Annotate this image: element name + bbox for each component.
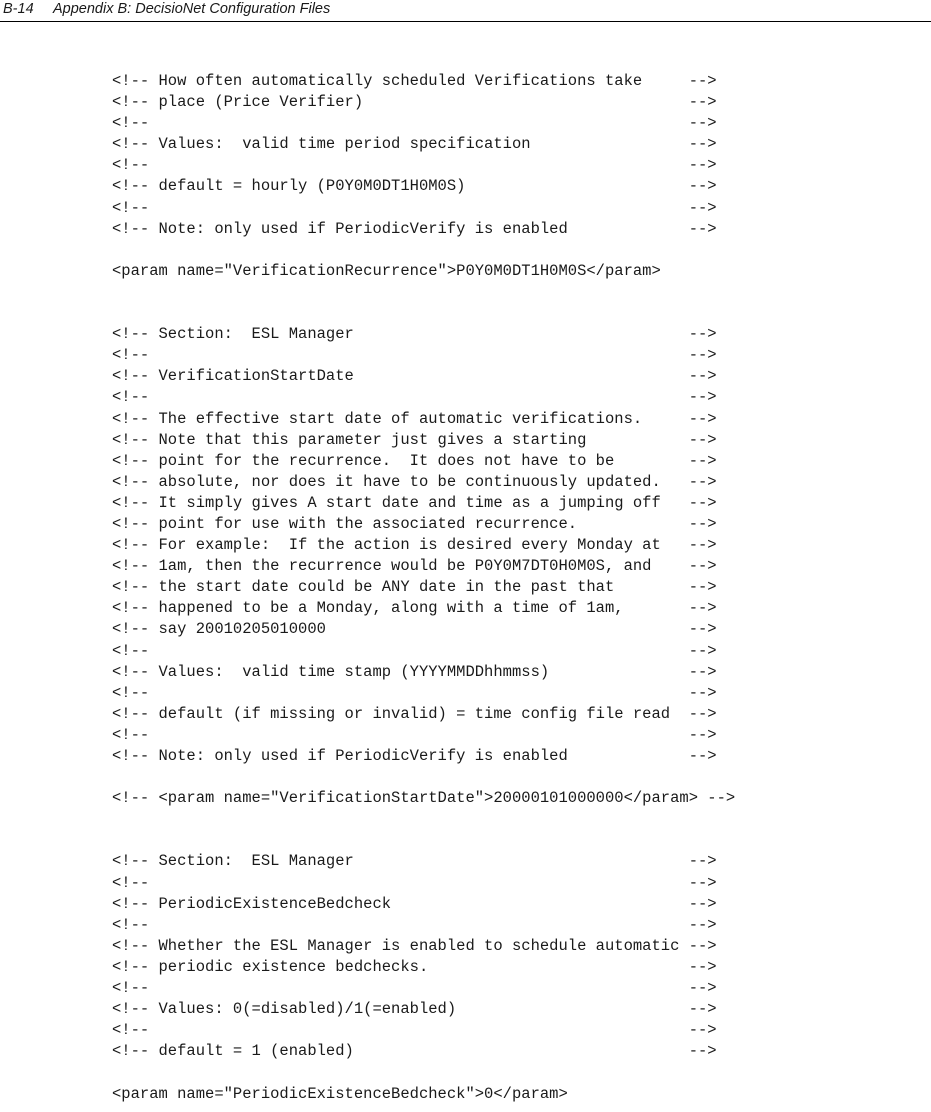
blank-line <box>112 767 735 788</box>
code-line: <!-- default (if missing or invalid) = time config file read --> <box>112 704 717 723</box>
code-line: <!-- --> <box>112 683 717 702</box>
running-title: Appendix B: DecisioNet Configuration Files <box>53 1 331 17</box>
blank-line <box>112 809 735 830</box>
code-line: <!-- Values: 0(=disabled)/1(=enabled) --> <box>112 1000 717 1019</box>
code-line: <!-- How often automatically scheduled Verifications take --> <box>112 72 717 90</box>
code-line: <!-- --> <box>112 873 717 892</box>
code-line: <!-- <param name="VerificationStartDate">20000101000000</param> --> <box>112 789 736 808</box>
code-line: <param name="PeriodicExistenceBedcheck">0</param> <box>112 1084 568 1103</box>
blank-line <box>112 240 735 261</box>
code-line: <!-- periodic existence bedchecks. --> <box>112 957 717 976</box>
page-number: B-14 <box>3 1 34 17</box>
code-line: <!-- VerificationStartDate --> <box>112 367 717 386</box>
page-header <box>0 0 931 22</box>
code-line: <!-- default = 1 (enabled) --> <box>112 1042 717 1061</box>
code-line: <!-- Whether the ESL Manager is enabled to schedule automatic --> <box>112 936 717 955</box>
code-line: <!-- --> <box>112 979 717 998</box>
code-line: <!-- --> <box>112 114 717 133</box>
code-line: <!-- Values: valid time period specification --> <box>112 135 717 154</box>
code-line: <!-- --> <box>112 725 717 744</box>
blank-line <box>112 830 735 851</box>
code-line: <!-- Section: ESL Manager --> <box>112 325 717 344</box>
code-line: <!-- say 20010205010000 --> <box>112 620 717 639</box>
code-line: <!-- place (Price Verifier) --> <box>112 93 717 112</box>
code-line: <!-- For example: If the action is desired every Monday at --> <box>112 536 717 555</box>
code-line: <param name="VerificationRecurrence">P0Y0M0DT1H0M0S</param> <box>112 261 661 280</box>
code-line: <!-- Section: ESL Manager --> <box>112 852 717 871</box>
blank-line <box>112 303 735 324</box>
code-line: <!-- It simply gives A start date and time as a jumping off --> <box>112 493 717 512</box>
code-line: <!-- Values: valid time stamp (YYYYMMDDhhmmss) --> <box>112 662 717 681</box>
code-line: <!-- Note: only used if PeriodicVerify is enabled --> <box>112 219 717 238</box>
code-line: <!-- --> <box>112 346 717 365</box>
code-line: <!-- happened to be a Monday, along with a time of 1am, --> <box>112 599 717 618</box>
code-line: <!-- point for use with the associated recurrence. --> <box>112 514 717 533</box>
code-line: <!-- the start date could be ANY date in the past that --> <box>112 578 717 597</box>
code-line: <!-- --> <box>112 915 717 934</box>
code-line: <!-- --> <box>112 641 717 660</box>
code-line: <!-- --> <box>112 1021 717 1040</box>
code-line: <!-- The effective start date of automatic verifications. --> <box>112 409 717 428</box>
code-line: <!-- --> <box>112 156 717 175</box>
code-line: <!-- point for the recurrence. It does not have to be --> <box>112 451 717 470</box>
code-line: <!-- absolute, nor does it have to be continuously updated. --> <box>112 472 717 491</box>
code-line: <!-- --> <box>112 198 717 217</box>
code-line: <!-- Note that this parameter just gives a starting --> <box>112 430 717 449</box>
code-line: <!-- Note: only used if PeriodicVerify is enabled --> <box>112 747 717 765</box>
config-code-listing <box>112 71 735 1105</box>
code-line: <!-- 1am, then the recurrence would be P0Y0M7DT0H0M0S, and --> <box>112 557 717 576</box>
code-line: <!-- PeriodicExistenceBedcheck --> <box>112 894 717 913</box>
blank-line <box>112 1062 735 1083</box>
blank-line <box>112 282 735 303</box>
code-line: <!-- default = hourly (P0Y0M0DT1H0M0S) --> <box>112 177 717 196</box>
code-line: <!-- --> <box>112 388 717 407</box>
